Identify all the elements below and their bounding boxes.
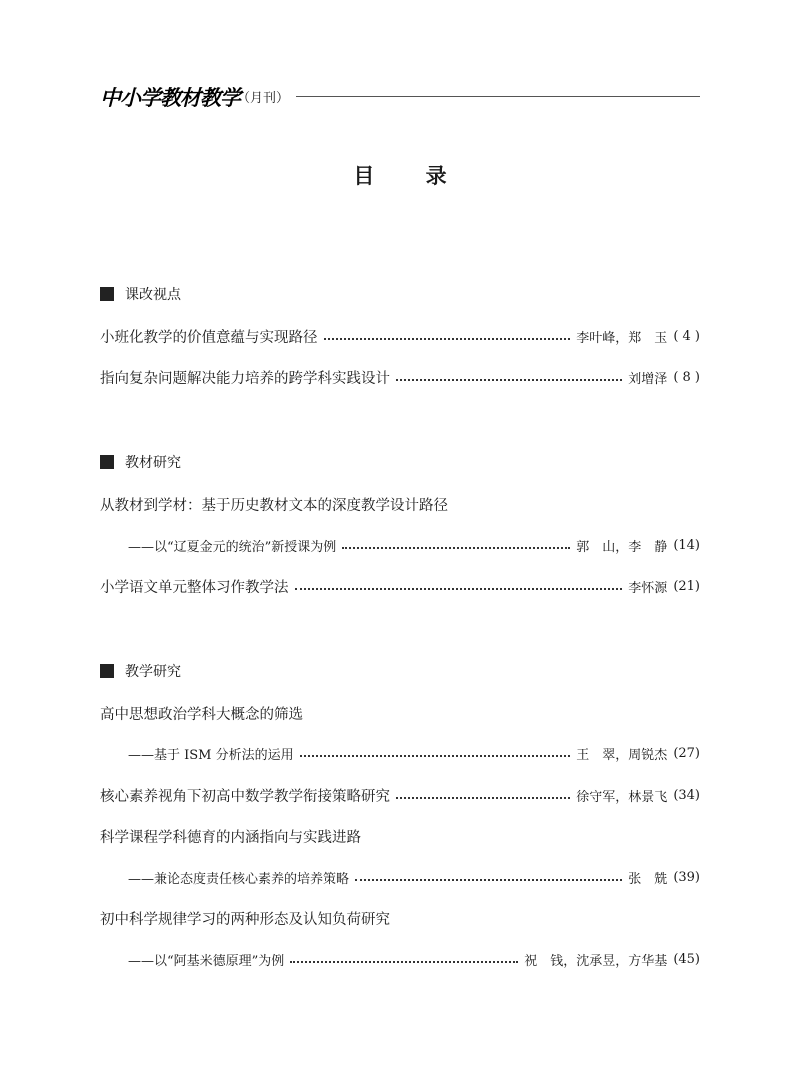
article-authors: 张 兟 xyxy=(628,871,668,887)
article-title[interactable]: 从教材到学材：基于历史教材文本的深度教学设计路径 xyxy=(100,498,448,514)
dot-leader xyxy=(295,588,623,590)
section-title: 教学研究 xyxy=(125,664,181,680)
article-title[interactable]: 高中思想政治学科大概念的筛选 xyxy=(100,707,303,723)
page-number: ( 8 ) xyxy=(673,369,700,385)
article-authors: 刘增泽 xyxy=(628,371,668,387)
article-title: 核心素养视角下初高中数学教学衔接策略研究 xyxy=(100,788,390,805)
toc-entry[interactable] xyxy=(128,534,700,556)
toc-entry[interactable] xyxy=(128,948,700,970)
toc-entry[interactable] xyxy=(128,866,700,888)
page-number: (39) xyxy=(673,869,700,885)
article-title: 小学语文单元整体习作教学法 xyxy=(100,579,289,596)
page-number: (27) xyxy=(673,745,700,761)
toc-entry[interactable] xyxy=(128,742,700,764)
page-number: (21) xyxy=(673,578,700,594)
toc-entry[interactable] xyxy=(100,575,700,597)
article-title[interactable]: 初中科学规律学习的两种形态及认知负荷研究 xyxy=(100,912,390,928)
section-title: 教材研究 xyxy=(125,455,181,471)
article-title: 小班化教学的价值意蕴与实现路径 xyxy=(100,329,318,346)
article-authors: 徐守军，林景飞 xyxy=(576,789,668,805)
journal-name: 中小学教材教学 xyxy=(100,85,240,110)
article-title: 指向复杂问题解决能力培养的跨学科实践设计 xyxy=(100,370,390,387)
article-authors: 祝 钱，沈承昱，方华基 xyxy=(524,953,668,969)
toc-entry[interactable] xyxy=(100,366,700,388)
article-authors: 李怀源 xyxy=(628,580,668,596)
dot-leader xyxy=(355,879,622,881)
section-square-icon xyxy=(100,664,114,678)
article-authors: 李叶峰，郑 玉 xyxy=(576,330,668,346)
dot-leader xyxy=(324,338,571,340)
article-subtitle: ——以“阿基米德原理”为例 xyxy=(128,953,285,969)
article-title[interactable]: 科学课程学科德育的内涵指向与实践进路 xyxy=(100,830,361,846)
dot-leader xyxy=(396,797,570,799)
article-authors: 王 翠，周锐杰 xyxy=(576,747,668,763)
toc-entry[interactable] xyxy=(100,784,700,806)
page-number: ( 4 ) xyxy=(673,328,700,344)
dot-leader xyxy=(396,379,622,381)
dot-leader xyxy=(342,547,570,549)
page-number: (34) xyxy=(673,787,700,803)
article-subtitle: ——基于 ISM 分析法的运用 xyxy=(128,747,294,763)
header-rule xyxy=(296,96,700,97)
journal-frequency: （月刊） xyxy=(237,91,290,106)
journal-header xyxy=(100,82,700,112)
page-number: (45) xyxy=(673,951,700,967)
toc-entry[interactable] xyxy=(100,325,700,347)
section-square-icon xyxy=(100,287,114,301)
section-square-icon xyxy=(100,455,114,469)
toc-title: 目 录 xyxy=(353,164,469,188)
article-subtitle: ——以“辽夏金元的统治”新授课为例 xyxy=(128,539,337,555)
page-number: (14) xyxy=(673,537,700,553)
article-subtitle: ——兼论态度责任核心素养的培养策略 xyxy=(128,871,350,887)
dot-leader xyxy=(290,961,518,963)
article-authors: 郭 山，李 静 xyxy=(576,539,668,555)
dot-leader xyxy=(300,755,571,757)
section-title: 课改视点 xyxy=(125,287,181,303)
